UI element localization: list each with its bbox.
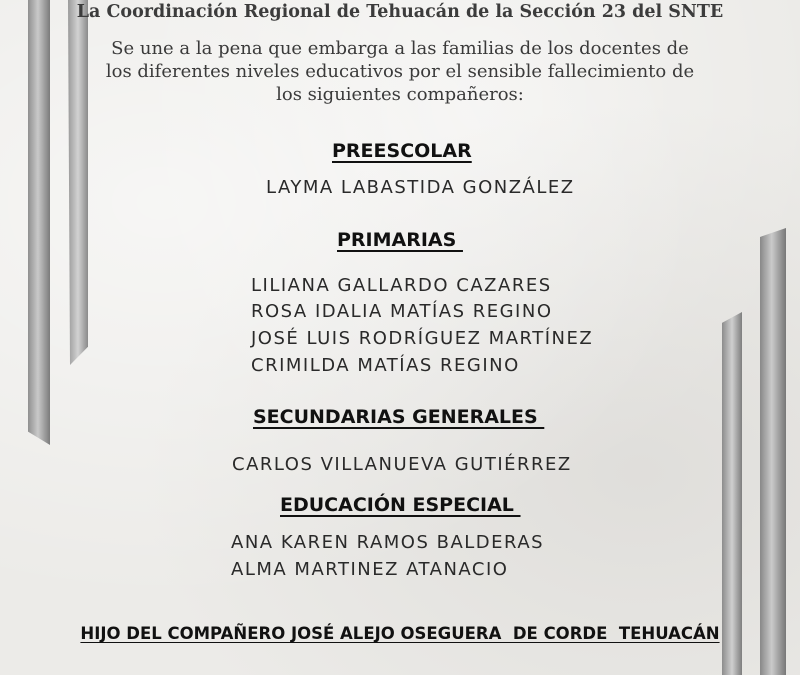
deceased-name: CRIMILDA MATÍAS REGINO [251, 355, 520, 376]
section-heading-secundarias: SECUNDARIAS GENERALES [253, 406, 545, 428]
deceased-name: ANA KAREN RAMOS BALDERAS [231, 532, 545, 553]
decorative-bar-right-1 [722, 312, 742, 675]
deceased-name: ROSA IDALIA MATÍAS REGINO [251, 301, 553, 322]
page-title: La Coordinación Regional de Tehuacán de la Sección 23 del SNTE [76, 2, 724, 22]
footer-note: HIJO DEL COMPAÑERO JOSÉ ALEJO OSEGUERA DE CORDE TEHUACÁN [80, 624, 720, 643]
section-heading-primarias: PRIMARIAS [337, 229, 463, 251]
deceased-name: ALMA MARTINEZ ATANACIO [231, 559, 509, 580]
section-heading-preescolar: PREESCOLAR [332, 140, 472, 162]
deceased-name: LILIANA GALLARDO CAZARES [251, 275, 552, 296]
decorative-bar-left-1 [28, 0, 50, 445]
deceased-name: JOSÉ LUIS RODRÍGUEZ MARTÍNEZ [251, 328, 594, 349]
deceased-name: LAYMA LABASTIDA GONZÁLEZ [266, 177, 575, 198]
deceased-name: CARLOS VILLANUEVA GUTIÉRREZ [232, 454, 572, 475]
intro-paragraph: Se une a la pena que embarga a las familias de los docentes de los diferentes niveles educativos por el sensible fallecimiento de los siguientes compañeros: [105, 38, 695, 105]
decorative-bar-right-2 [760, 228, 786, 675]
decorative-bar-left-2 [68, 0, 88, 365]
section-heading-educacion-especial: EDUCACIÓN ESPECIAL [280, 494, 521, 516]
